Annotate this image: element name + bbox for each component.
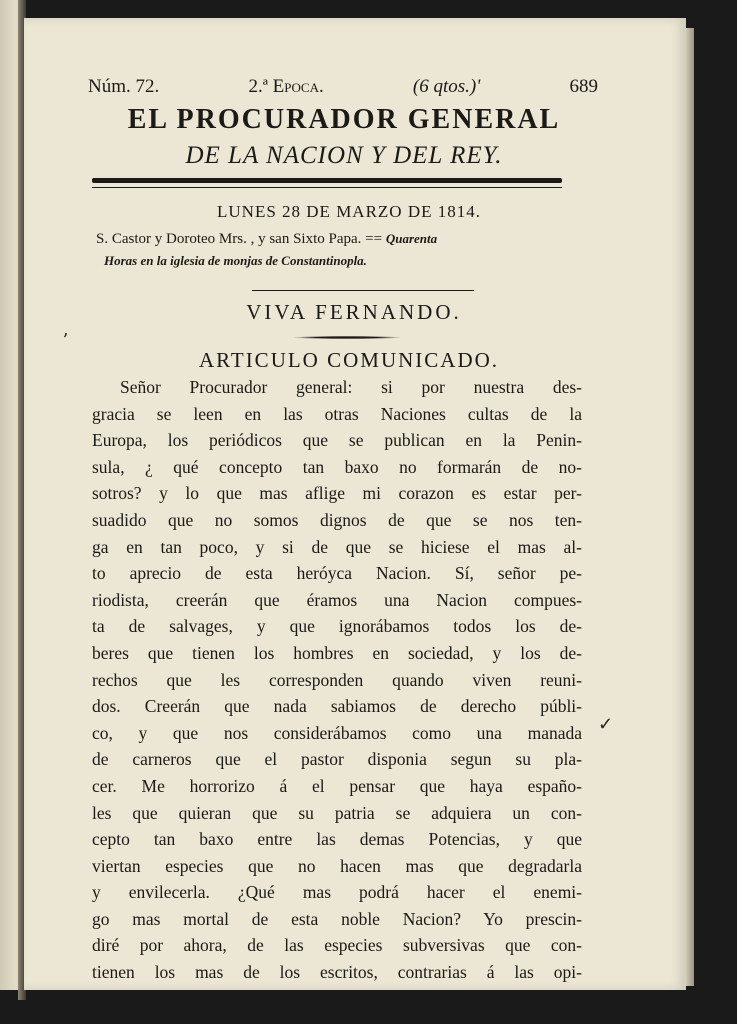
article-line: ga en tan poco, y si de que se hiciese el mas al- <box>92 536 582 557</box>
article-title: ARTICULO COMUNICADO. <box>198 348 500 372</box>
epoch-label: 2.ª Epoca. <box>248 76 324 97</box>
article-line: suadido que no somos dignos de que se nos ten- <box>92 509 582 530</box>
article-line: Señor Procurador general: si por nuestra des- <box>120 377 582 397</box>
article-body <box>92 374 582 986</box>
article-line: to aprecio de esta heróyca Nacion. Sí, señor pe- <box>92 563 582 584</box>
saints-note-continued: Horas en la iglesia de monjas de Constantinopla. <box>104 253 367 268</box>
article-line: cepto tan baxo entre las demas Potencias, y que <box>92 829 582 850</box>
article-line: dos. Creerán que nada sabiamos de derecho públi- <box>92 696 582 717</box>
saints-names: S. Castor y Doroteo Mrs. , y san Sixto Papa. == <box>96 231 383 247</box>
masthead-title: EL PROCURADOR GENERAL <box>127 104 561 135</box>
masthead-rule-thin <box>92 187 562 188</box>
saints-line-1 <box>96 228 616 250</box>
masthead-rule-thick <box>92 178 562 183</box>
article-line: go mas mortal de esta noble Nacion? Yo prescin- <box>92 908 582 929</box>
article-line: beres que tienen los hombres en sociedad, y los de- <box>92 642 582 663</box>
article-line: riodista, creerán que éramos una Nacion compues- <box>92 589 582 610</box>
ornamental-divider <box>292 336 402 339</box>
issue-number: Núm. 72. <box>88 76 160 97</box>
issue-date: LUNES 28 DE MARZO DE 1814. <box>217 202 481 221</box>
article-line: viertan especies que no hacen mas que degradarla <box>92 855 582 876</box>
article-line: gracia se leen en las otras Naciones cultas de la <box>92 403 582 424</box>
section-divider <box>252 290 474 291</box>
motto-heading: VIVA FERNANDO. <box>246 300 462 324</box>
margin-mark: ✓ <box>598 714 614 735</box>
article-line: Europa, los periódicos que se publican en la Penin- <box>92 430 582 451</box>
margin-mark: ʼ <box>62 330 68 351</box>
article-line: rechos que les corresponden quando viven reuni- <box>92 669 582 690</box>
newspaper-page <box>24 18 686 990</box>
article-line: cer. Me horrorizo á el pensar que haya españo- <box>92 775 582 796</box>
article-line: y envilecerla. ¿Qué mas podrá hacer el enemi- <box>92 882 582 903</box>
saints-note-start: Quarenta <box>385 231 438 246</box>
price-label: (6 qtos.)' <box>412 76 481 97</box>
page-number: 689 <box>569 76 598 97</box>
article-line: les que quieran que su patria se adquiera un con- <box>92 802 582 823</box>
saints-line-2 <box>96 250 616 272</box>
article-line: diré por ahora, de las especies subversivas que con- <box>92 935 582 956</box>
saints-of-the-day <box>96 228 616 272</box>
article-line: de carneros que el pastor disponia segun su pla- <box>92 749 582 770</box>
article-line: tienen los mas de los escritos, contrarias á las opi- <box>92 962 582 983</box>
article-line: sotros? y lo que mas aflige mi corazon es estar per- <box>92 483 582 504</box>
page-stack-edge <box>686 28 694 986</box>
article-line: co, y que nos considerábamos como una manada <box>92 722 582 743</box>
page-header <box>88 76 598 98</box>
masthead-subtitle: DE LA NACION Y DEL REY. <box>185 142 503 169</box>
article-line: ta de salvages, y que ignorábamos todos los de- <box>92 616 582 637</box>
article-line: sula, ¿ qué concepto tan baxo no formarán de no- <box>92 456 582 477</box>
